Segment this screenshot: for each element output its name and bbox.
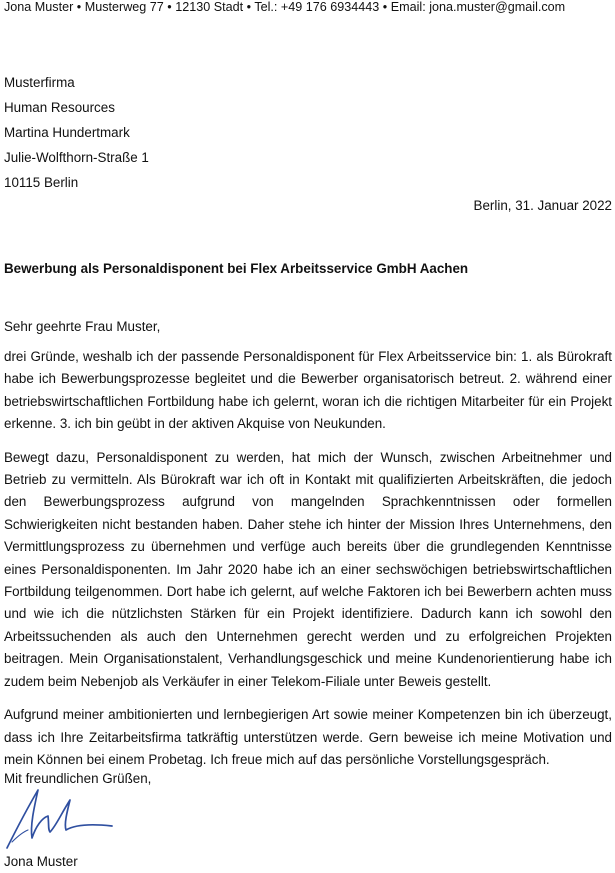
handwritten-signature xyxy=(4,786,116,856)
salutation: Sehr geehrte Frau Muster, xyxy=(4,319,161,334)
closing-phrase: Mit freundlichen Grüßen, xyxy=(4,771,152,786)
recipient-department: Human Resources xyxy=(4,100,115,115)
body-paragraph: Aufgrund meiner ambitionierten und lernbegierigen Art sowie meiner Kompetenzen bin ich überzeugt, dass ich Ihre Zeitarbeitsfirma tatkräftig unterstützen werde. Gern beweise ich meine Motivation und mein Können bei einem Probetag. Ich freue mich auf das persönliche Vorstellungsgespräch. xyxy=(4,707,612,767)
body-paragraph: Bewegt dazu, Personaldisponent zu werden, hat mich der Wunsch, zwischen Arbeitnehmer und Betrieb zu vermitteln. Als Bürokraft war ich oft in Kontakt mit qualifizierten Arbeitskräften, die jedoch den Bewerbungsprozess aufgrund von mangelnden Sprachkenntnissen oder formellen Schwierigkeiten nicht bestanden haben. Daher stehe ich hinter der Mission Ihres Unternehmens, den Vermittlungsprozess zu übernehmen und verfüge auch bereits über die grundlegenden Kenntnisse eines Personaldisponenten. Im Jahr 2020 habe ich an einer sechswöchigen betriebswirtschaftlichen Fortbildung teilgenommen. Dort habe ich gelernt, auf welche Faktoren ich bei Bewerbern achten muss und wie ich die nützlichsten Stärken für ein Projekt identifiziere. Dadurch kann ich sowohl den Arbeitssuchenden als auch den Unternehmen gerecht werden und zu erfolgreichen Projekten beitragen. Mein Organisationstalent, Verhandlungsgeschick und meine Kundenorientierung habe ich zudem beim Nebenjob als Verkäufer in einer Telekom-Filiale unter Beweis gestellt. xyxy=(4,449,612,689)
signer-name: Jona Muster xyxy=(4,854,78,869)
letter-body xyxy=(4,346,612,782)
body-paragraph: drei Gründe, weshalb ich der passende Personaldisponent für Flex Arbeitsservice bin: 1. als Bürokraft habe ich Bewerbungsprozesse begleitet und die Bewerber organisatorisch betreut. 2. während einer betriebswirtschaftlichen Fortbildung habe ich gelernt, woran ich die richtigen Mitarbeiter für ein Projekt erkenne. 3. ich bin geübt in der aktiven Akquise von Neukunden. xyxy=(4,349,612,432)
sender-line: Jona Muster • Musterweg 77 • 12130 Stadt • Tel.: +49 176 6934443 • Email: jona.muster@gmail.com xyxy=(4,0,566,14)
recipient-company: Musterfirma xyxy=(4,75,75,90)
recipient-address xyxy=(4,70,149,195)
recipient-city: 10115 Berlin xyxy=(4,175,79,190)
letter-date: Berlin, 31. Januar 2022 xyxy=(473,198,612,213)
letter-subject: Bewerbung als Personaldisponent bei Flex Arbeitsservice GmbH Aachen xyxy=(4,261,469,276)
recipient-contact: Martina Hundertmark xyxy=(4,125,130,140)
recipient-street: Julie-Wolfthorn-Straße 1 xyxy=(4,150,149,165)
